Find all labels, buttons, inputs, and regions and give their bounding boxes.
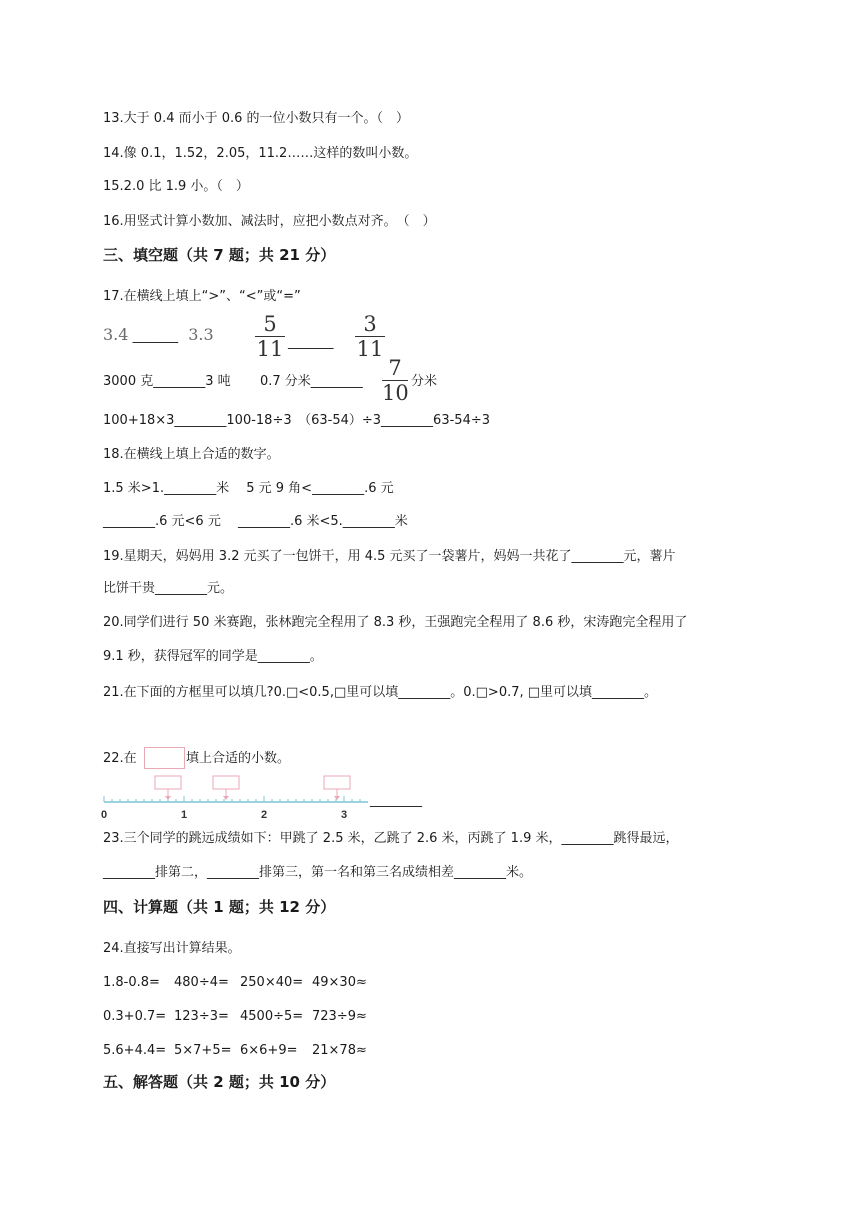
section-4-heading: 四、计算题（共 1 题；共 12 分） [103,898,336,916]
calc-item: 6×6+9= [240,1043,298,1058]
calc-row-1 [103,974,367,992]
tick-label-3: 3 [340,809,348,820]
q17-row3: 100+18×3________100-18÷3 （63-54）÷3________63-54÷3 [103,413,490,428]
fraction-numerator: 3 [363,312,377,336]
q17-right-decimal: 3.3 [188,325,214,344]
question-17-title: 17.在横线上填上“>”、“<”或“=” [103,289,301,304]
tick-label-1: 1 [180,809,188,820]
question-18-title: 18.在横线上填上合适的数字。 [103,447,280,462]
q17-fraction-blank: _______ [288,335,334,350]
question-22-prefix: 22.在 [103,751,137,766]
calc-item: 0.3+0.7= [103,1009,167,1024]
answer-box-example [144,747,185,769]
calc-item: 4500÷5= [240,1009,304,1024]
question-24-title: 24.直接写出计算结果。 [103,941,241,956]
calc-item: 723÷9≈ [312,1009,367,1024]
q17-blank: _______ [132,329,179,344]
fraction-denominator: 11 [256,337,284,361]
question-16: 16.用竖式计算小数加、减法时，应把小数点对齐。 （ ） [103,214,436,229]
q17-left-decimal: 3.4 [103,325,129,344]
q18-row2: ________.6 元<6 元 ________.6 米<5.________米 [103,514,408,529]
answer-box-3 [324,776,350,789]
fraction-denominator: 10 [382,381,409,405]
q17-row1-decimal [103,326,214,346]
fraction-5-11 [255,313,285,360]
calc-item: 123÷3= [174,1009,229,1024]
tick-marks [104,796,360,802]
question-15: 15.2.0 比 1.9 小。（ ） [103,179,249,194]
q17-row2-unit: 分米 [411,374,438,389]
calc-row-2 [103,1008,367,1026]
section-3-heading: 三、填空题（共 7 题；共 21 分） [103,246,336,264]
question-22-suffix: 填上合适的小数。 [186,751,291,766]
answer-box-1 [155,776,181,789]
fraction-numerator: 7 [388,356,402,380]
calc-item: 49×30≈ [312,975,367,990]
question-22-answer-blank: ________ [370,793,422,808]
answer-box-2 [213,776,239,789]
calc-item: 480÷4= [174,975,229,990]
fraction-numerator: 5 [263,312,277,336]
question-20-line2: 9.1 秒，获得冠军的同学是________。 [103,649,323,664]
fraction-denominator: 11 [356,337,384,361]
question-21: 21.在下面的方框里可以填几?0.□<0.5,□里可以填________。0.□>0.7, □里可以填________。 [103,685,658,700]
question-23-line2: ________排第二，________排第三，第一名和第三名成绩相差________米。 [103,865,533,880]
calc-item: 5.6+4.4= [103,1043,167,1058]
question-23-line1: 23.三个同学的跳远成绩如下：甲跳了 2.5 米，乙跳了 2.6 米，丙跳了 1.9 米，________跳得最远， [103,831,679,846]
calc-item: 250×40= [240,975,304,990]
calc-item: 5×7+5= [174,1043,232,1058]
question-19-line1: 19.星期天，妈妈用 3.2 元买了一包饼干，用 4.5 元买了一袋薯片，妈妈一共花了________元，薯片 [103,549,676,564]
tick-label-2: 2 [260,809,268,820]
question-14: 14.像 0.1，1.52，2.05，11.2……这样的数叫小数。 [103,146,418,161]
calc-item: 21×78≈ [312,1043,367,1058]
calc-item: 1.8-0.8= [103,975,160,990]
tick-label-0: 0 [100,809,108,820]
fraction-7-10 [382,357,408,404]
question-19-line2: 比饼干贵________元。 [103,581,234,596]
q18-row1: 1.5 米>1.________米 5 元 9 角<________.6 元 [103,481,394,496]
arrow-head-3 [334,796,340,800]
q17-row2-a: 3000 克________3 吨 [103,374,231,389]
section-5-heading: 五、解答题（共 2 题；共 10 分） [103,1073,336,1091]
q17-row2-b: 0.7 分米________ [260,374,363,389]
fraction-3-11 [355,313,385,360]
question-20-line1: 20.同学们进行 50 米赛跑，张林跑完全程用了 8.3 秒，王强跑完全程用了 8.6 秒，宋涛跑完全程用了 [103,615,688,630]
calc-row-3 [103,1042,367,1060]
question-13: 13.大于 0.4 而小于 0.6 的一位小数只有一个。（ ） [103,111,410,126]
